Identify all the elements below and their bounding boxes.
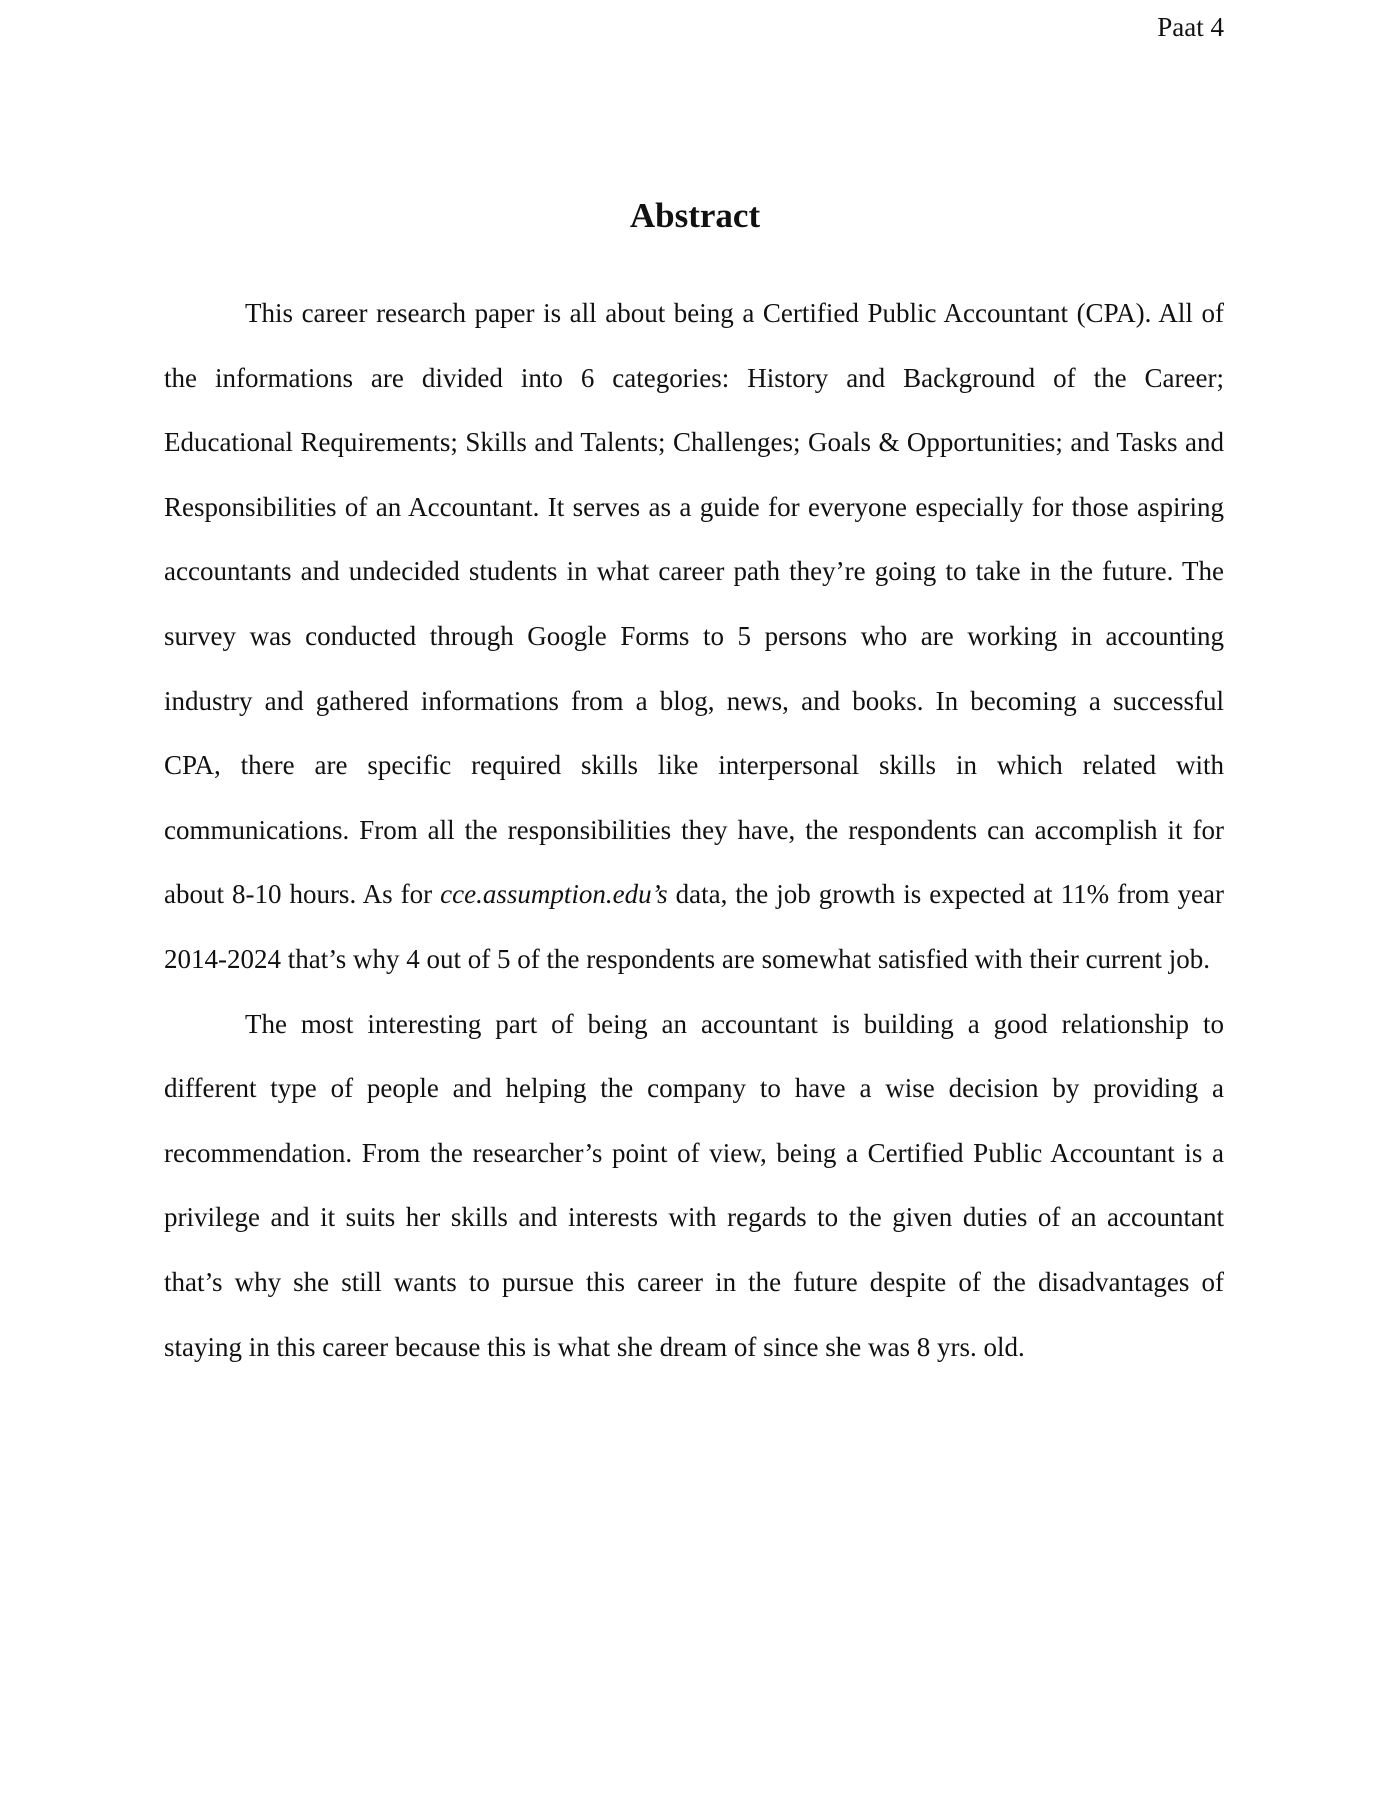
paragraph-2 [164, 992, 1224, 1380]
text-line [164, 1056, 1224, 1121]
line-text: survey was conducted through Google Forms to 5 persons who are working in accounting [164, 620, 1224, 651]
text-segment: data, the job growth is expected at 11% from year [667, 879, 1224, 910]
line-text: staying in this career because this is what she dream of since she was 8 yrs. old. [164, 1331, 1025, 1362]
text-line [164, 539, 1224, 604]
line-text: industry and gathered informations from a blog, news, and books. In becoming a successful [164, 685, 1224, 716]
line-text: privilege and it suits her skills and interests with regards to the given duties of an accountant [164, 1202, 1224, 1233]
line-text: The most interesting part of being an accountant is building a good relationship to [245, 1008, 1224, 1039]
text-line [164, 733, 1224, 798]
text-line [164, 604, 1224, 669]
text-line [164, 281, 1224, 346]
abstract-body [164, 281, 1224, 1379]
line-text: This career research paper is all about being a Certified Public Accountant (CPA). All of [245, 298, 1224, 328]
text-line [164, 346, 1224, 411]
text-line [164, 1121, 1224, 1186]
line-text: communications. From all the responsibilities they have, the respondents can accomplish it for [164, 814, 1224, 845]
text-line [164, 992, 1224, 1057]
line-text: 2014-2024 that’s why 4 out of 5 of the respondents are somewhat satisfied with their current job. [164, 943, 1211, 974]
text-line [164, 669, 1224, 734]
page-title: Abstract [629, 196, 761, 235]
line-text: recommendation. From the researcher’s point of view, being a Certified Public Accountant is a [164, 1137, 1224, 1168]
page-header: Paat 4 [1157, 12, 1224, 42]
line-text: Educational Requirements; Skills and Talents; Challenges; Goals & Opportunities; and Tasks and [164, 427, 1224, 458]
line-text: Responsibilities of an Accountant. It serves as a guide for everyone especially for those aspiring [164, 491, 1224, 522]
line-text: different type of people and helping the company to have a wise decision by providing a [164, 1073, 1224, 1104]
line-text: that’s why she still wants to pursue this career in the future despite of the disadvantages of [164, 1266, 1224, 1297]
text-line [164, 1315, 1224, 1380]
text-line [164, 798, 1224, 863]
text-segment: about 8-10 hours. As for [164, 879, 441, 910]
line-text: the informations are divided into 6 categories: History and Background of the Career; [164, 362, 1224, 393]
line-text [164, 879, 1224, 909]
text-line [164, 862, 1224, 927]
text-line [164, 1185, 1224, 1250]
line-text: CPA, there are specific required skills like interpersonal skills in which related with [164, 750, 1224, 781]
text-line [164, 475, 1224, 540]
text-line [164, 1250, 1224, 1315]
paragraph-1 [164, 281, 1224, 992]
text-line [164, 927, 1224, 992]
text-line [164, 410, 1224, 475]
source-citation: cce.assumption.edu’s [440, 879, 668, 910]
line-text: accountants and undecided students in what career path they’re going to take in the future. The [164, 556, 1224, 587]
